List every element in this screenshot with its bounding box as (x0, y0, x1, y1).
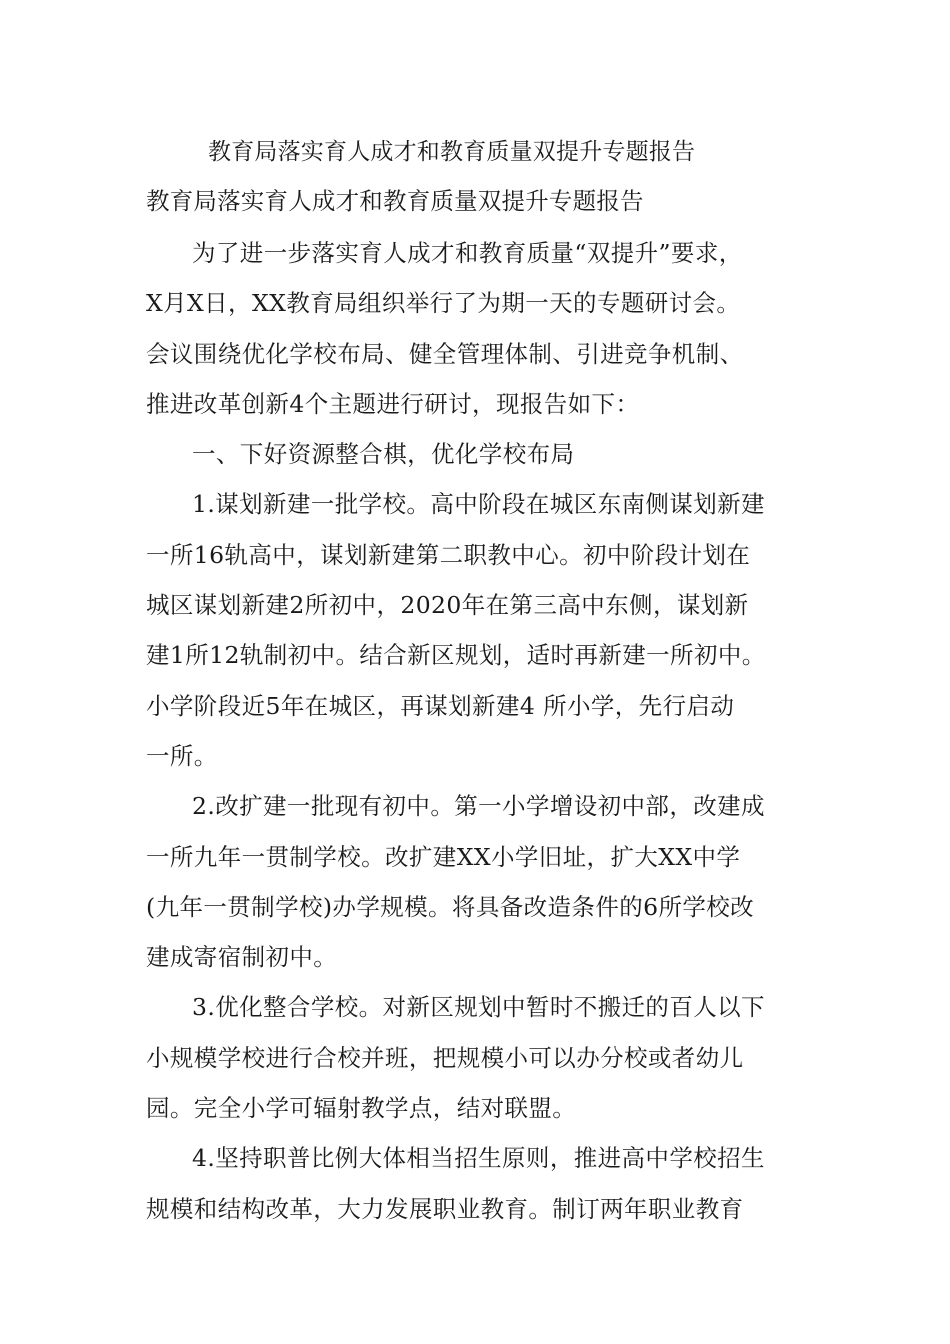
paragraph-item-4 (146, 1133, 836, 1234)
text-line: 园。完全小学可辐射教学点，结对联盟。 (146, 1094, 577, 1123)
section-heading (146, 429, 836, 479)
text-line: 小学阶段近5年在城区，再谋划新建4 所小学，先行启动 (146, 691, 735, 720)
paragraph-item-2 (146, 781, 836, 982)
paragraph-item-1 (146, 479, 836, 781)
paragraph-item-3 (146, 982, 836, 1133)
text-line: 会议围绕优化学校布局、健全管理体制、引进竞争机制、 (146, 339, 744, 368)
text-line: 推进改革创新4个主题进行研讨，现报告如下： (146, 389, 640, 418)
text-line: 为了进一步落实育人成才和教育质量“双提升”要求， (192, 239, 743, 267)
paragraph-intro (146, 228, 836, 429)
text-line: 建成寄宿制初中。 (146, 943, 338, 972)
text-line: (九年一贯制学校)办学规模。将具备改造条件的6所学校改 (146, 892, 755, 921)
text-line: 2.改扩建一批现有初中。第一小学增设初中部，改建成 (192, 792, 765, 821)
text-line: 3.优化整合学校。对新区规划中暂时不搬迁的百人以下 (192, 993, 765, 1022)
text-line: 小规模学校进行合校并班，把规模小可以办分校或者幼儿 (146, 1043, 744, 1072)
text-line: 一、下好资源整合棋，优化学校布局 (192, 440, 575, 469)
document-title: 教育局落实育人成才和教育质量双提升专题报告 (208, 139, 696, 165)
text-line: 1.谋划新建一批学校。高中阶段在城区东南侧谋划新建 (192, 490, 765, 519)
text-line: 一所九年一贯制学校。改扩建XX小学旧址，扩大XX中学 (146, 842, 741, 871)
text-line: X月X日，XX教育局组织举行了为期一天的专题研讨会。 (146, 289, 741, 318)
text-line: 城区谋划新建2所初中，2020年在第三高中东侧，谋划新 (146, 591, 749, 620)
text-line: 规模和结构改革，大力发展职业教育。制订两年职业教育 (146, 1194, 744, 1223)
text-line: 4.坚持职普比例大体相当招生原则，推进高中学校招生 (192, 1144, 765, 1173)
document-subtitle: 教育局落实育人成才和教育质量双提升专题报告 (146, 187, 644, 215)
text-line: 一所。 (146, 741, 218, 770)
text-line: 建1所12轨制初中。结合新区规划，适时再新建一所初中。 (146, 641, 766, 670)
text-line: 一所16轨高中，谋划新建第二职教中心。初中阶段计划在 (146, 540, 751, 569)
document-body (146, 228, 836, 1234)
